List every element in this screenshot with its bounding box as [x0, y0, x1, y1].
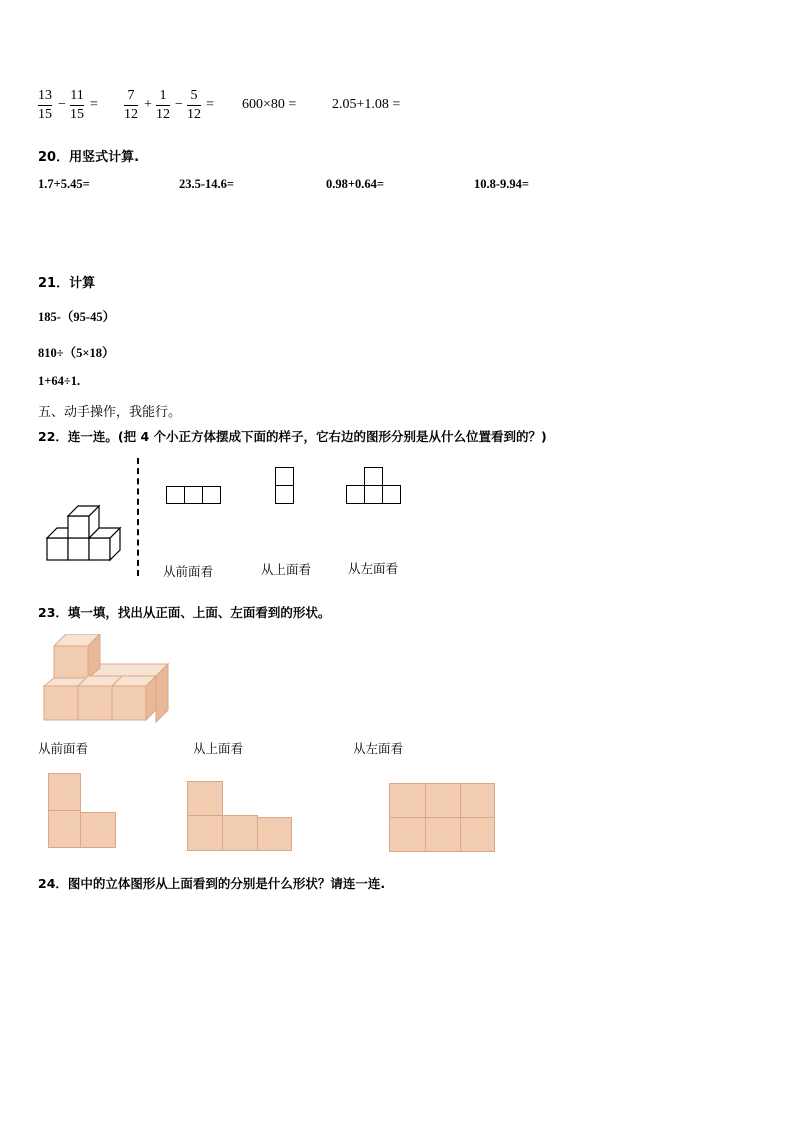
fraction-numerator: 11 [70, 88, 84, 103]
vertical-calc-item: 0.98+0.64= [326, 177, 384, 191]
calc-item: 1+64÷1. [38, 374, 81, 388]
fraction-denominator: 15 [38, 107, 52, 122]
dashed-separator [137, 458, 139, 576]
view-shape-t-shape [346, 467, 402, 503]
expression-2.05-plus-1.08: 2.05+1.08 = [332, 97, 401, 112]
vertical-calc-item: 1.7+5.45= [38, 177, 90, 191]
plus-sign: + [144, 97, 152, 112]
vertical-calc-item: 23.5-14.6= [179, 177, 235, 191]
calc-item: 185-（95-45） [38, 310, 116, 324]
view-shape-row-of-three [166, 486, 220, 504]
fraction-11-15 [70, 88, 84, 123]
tan-cube-arrangement [42, 634, 172, 724]
view-label-left: 从左面看 [348, 561, 399, 576]
left-view-shape [389, 783, 495, 852]
vertical-calc-item: 10.8-9.94= [474, 177, 530, 191]
view-label-front: 从前面看 [163, 564, 214, 579]
question-20-title: 20．用竖式计算. [38, 150, 140, 165]
front-view-shape [48, 773, 118, 849]
fraction-5-12 [187, 88, 201, 123]
fraction-denominator: 12 [187, 107, 201, 122]
fraction-denominator: 15 [70, 107, 84, 122]
minus-sign: − [58, 97, 66, 112]
view-label-left: 从左面看 [353, 741, 404, 756]
minus-sign: − [175, 97, 183, 112]
fraction-numerator: 5 [190, 88, 198, 103]
view-label-top: 从上面看 [193, 741, 244, 756]
fraction-numerator: 7 [127, 88, 135, 103]
fraction-7-12 [124, 88, 138, 123]
fraction-numerator: 1 [159, 88, 167, 103]
view-label-top: 从上面看 [261, 562, 312, 577]
expression-600x80: 600×80 = [242, 97, 297, 112]
fraction-denominator: 12 [156, 107, 170, 122]
question-23-title: 23．填一填，找出从正面、上面、左面看到的形状。 [38, 605, 331, 620]
top-view-shape [187, 781, 293, 851]
fraction-1-12 [156, 88, 170, 123]
fraction-denominator: 12 [124, 107, 138, 122]
question-22-title: 22．连一连。(把 4 个小正方体摆成下面的样子，它右边的图形分别是从什么位置看到的？) [38, 429, 547, 444]
fraction-numerator: 13 [38, 88, 52, 103]
cube-stack-drawing [44, 502, 128, 564]
view-shape-column-of-two [275, 467, 294, 503]
question-21-title: 21．计算 [38, 276, 96, 291]
view-label-front: 从前面看 [38, 741, 89, 756]
fraction-13-15 [38, 88, 52, 123]
equals-sign: = [90, 97, 98, 112]
equals-sign: = [206, 97, 214, 112]
section-5-title: 五、动手操作，我能行。 [38, 405, 182, 420]
question-24-title: 24．图中的立体图形从上面看到的分别是什么形状？请连一连. [38, 876, 386, 891]
calc-item: 810÷（5×18） [38, 346, 115, 360]
